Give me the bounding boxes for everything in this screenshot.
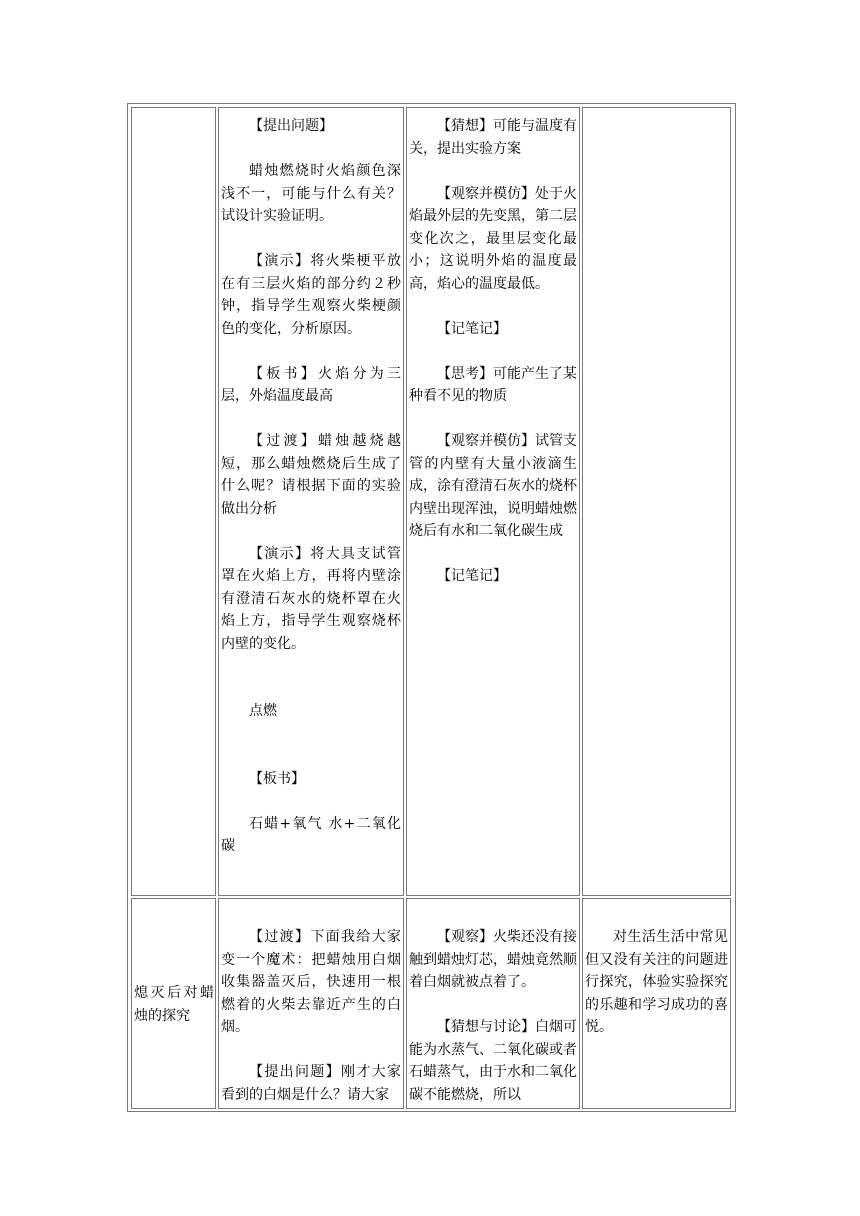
teacher-item: 蜡烛燃烧时火焰颜色深浅不一，可能与什么有关？试设计实验证明。 — [221, 163, 401, 224]
teacher-item: 【板书】火焰分为三层，外焰温度最高 — [221, 365, 401, 404]
student-activity-cell — [406, 107, 580, 896]
stage-label: 熄灭后对蜡烛的探究 — [134, 985, 214, 1024]
reaction-equation: 石蜡+氧气 水+二氧化碳 — [221, 815, 401, 854]
student-item: 【观察】火柴还没有接触到蜡烛灯芯，蜡烛竟然顺着白烟就被点着了。 — [409, 929, 577, 990]
teacher-item: 【板书】 — [249, 770, 305, 787]
student-item: 【观察并模仿】试管支管的内壁有大量小液滴生成，涂有澄清石灰水的烧杯内壁出现浑浊，说明蜡烛燃烧后有水和二氧化碳生成 — [409, 433, 577, 539]
student-item: 【记笔记】 — [437, 568, 507, 584]
student-item: 【猜想】可能与温度有关，提出实验方案 — [409, 118, 577, 157]
teacher-item: 【演示】将火柴梗平放在有三层火焰的部分约２秒钟，指导学生观察火柴梗颜色的变化，分析原因。 — [221, 253, 401, 337]
teacher-item: 【提出问题】 — [249, 118, 333, 134]
teacher-item: 【过渡】下面我给大家变一个魔术：把蜡烛用白烟收集器盖灭后，快速用一根燃着的火柴去靠近产生的白烟。 — [221, 929, 401, 1035]
student-item: 【观察并模仿】处于火焰最外层的先变黑，第二层变化次之，最里层变化最小；这说明外焰的温度最高，焰心的温度最低。 — [409, 185, 577, 292]
student-activity-cell — [406, 898, 580, 1109]
design-intent-text: 对生活生活中常见但又没有关注的问题进行探究，体验实验探究的乐趣和学习成功的喜悦。 — [585, 929, 728, 1035]
teacher-activity-cell — [218, 107, 404, 896]
stage-cell — [131, 898, 216, 1109]
design-intent-cell-empty — [582, 107, 731, 896]
student-item: 【猜想与讨论】白烟可能为水蒸气、二氧化碳或者石蜡蒸气，由于水和二氧化碳不能燃烧，所以 — [409, 1019, 577, 1103]
lesson-plan-table — [127, 103, 736, 1112]
teacher-item: 【演示】将大具支试管罩在火焰上方，再将内壁涂有澄清石灰水的烧杯罩在火焰上方，指导学生观察烧杯内壁的变化。 — [221, 545, 401, 652]
design-intent-cell — [582, 898, 731, 1109]
teacher-item: 【提出问题】刚才大家看到的白烟是什么？请大家 — [221, 1064, 401, 1103]
teacher-item: 【过渡】蜡烛越烧越短，那么蜡烛燃烧后生成了什么呢？请根据下面的实验做出分析 — [221, 433, 401, 517]
teacher-activity-cell — [218, 898, 404, 1109]
teacher-item: 点燃 — [249, 703, 277, 719]
student-item: 【记笔记】 — [437, 320, 507, 337]
student-item: 【思考】可能产生了某种看不见的物质 — [409, 365, 577, 404]
stage-cell-empty — [131, 107, 216, 896]
